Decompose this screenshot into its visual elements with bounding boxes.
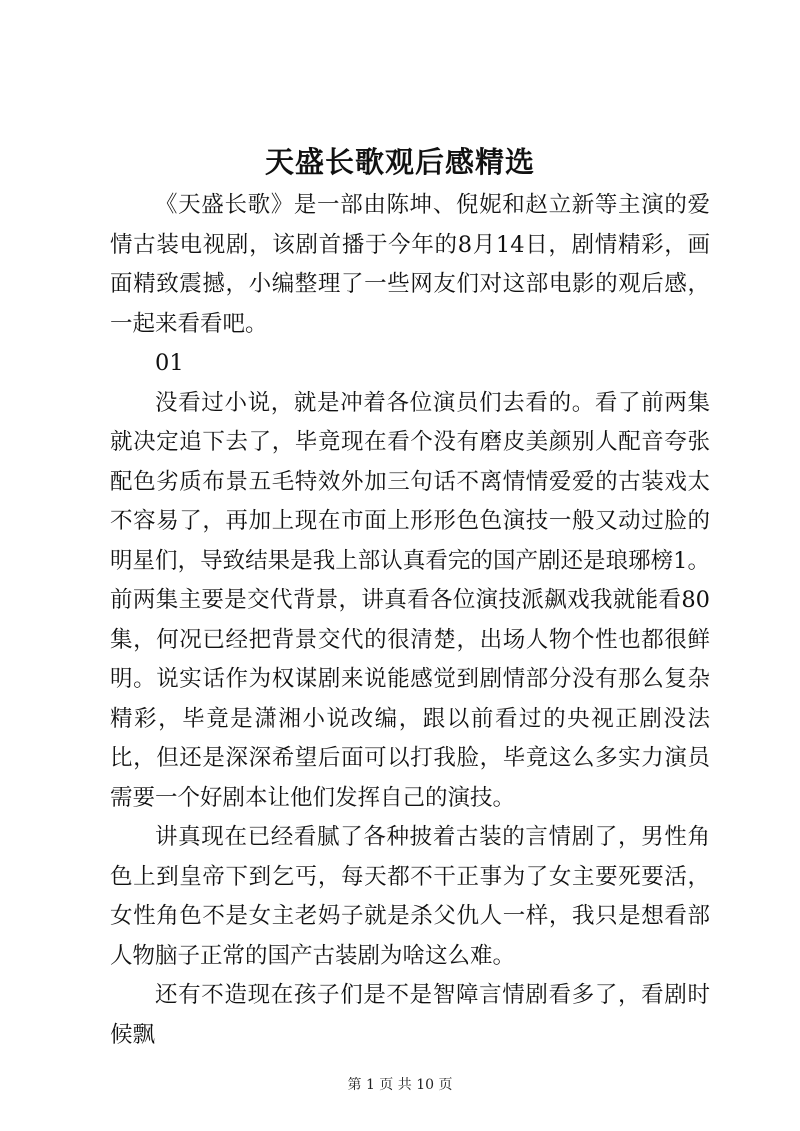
paragraph-review-3: 还有不造现在孩子们是不是智障言情剧看多了，看剧时候飘: [110, 982, 710, 1048]
paragraph-section-number: 01: [155, 350, 184, 376]
document-title: 天盛长歌观后感精选: [264, 145, 535, 179]
paragraph-intro: 《天盛长歌》是一部由陈坤、倪妮和赵立新等主演的爱情古装电视剧，该剧首播于今年的8月14日，剧情精彩，画面精致震撼，小编整理了一些网友们对这部电影的观后感，一起来看看吧。: [110, 192, 710, 337]
page-footer: 第 1 页 共 10 页: [347, 1077, 453, 1093]
paragraph-review-1: 没看过小说，就是冲着各位演员们去看的。看了前两集就决定追下去了，毕竟现在看个没有磨皮美颜别人配音夸张配色劣质布景五毛特效外加三句话不离情情爱爱的古装戏太不容易了，再加上现在市面上形形色色演技一般又动过脸的明星们，导致结果是我上部认真看完的国产剧还是琅琊榜1。前两集主要是交代背景，讲真看各位演技派飙戏我就能看80集，何况已经把背景交代的很清楚，出场人物个性也都很鲜明。说实话作为权谋剧来说能感觉到剧情部分没有那么复杂精彩，毕竟是潇湘小说改编，跟以前看过的央视正剧没法比，但还是深深希望后面可以打我脸，毕竟这么多实力演员需要一个好剧本让他们发挥自己的演技。: [110, 389, 710, 811]
document-body: [110, 186, 710, 1055]
paragraph-review-2: 讲真现在已经看腻了各种披着古装的言情剧了，男性角色上到皇帝下到乞丐，每天都不干正事为了女主要死要活，女性角色不是女主老妈子就是杀父仇人一样，我只是想看部人物脑子正常的国产古装剧为啥这么难。: [110, 824, 710, 969]
